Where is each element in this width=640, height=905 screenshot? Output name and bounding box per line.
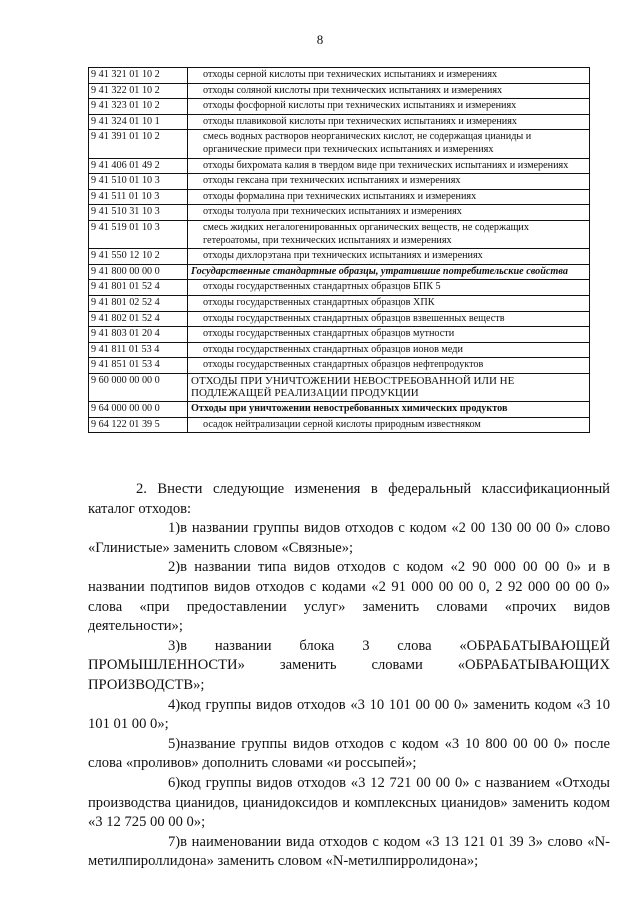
waste-code-cell: 9 41 322 01 10 2	[89, 83, 188, 99]
amendment-text: код группы видов отходов «3 10 101 00 00 0» заменить кодом «3 10 101 01 00 0»;	[88, 696, 610, 733]
amendment-item-1	[88, 519, 610, 558]
waste-code-cell: 9 41 803 01 20 4	[89, 327, 188, 343]
table-row	[89, 417, 590, 433]
table-row	[89, 220, 590, 248]
waste-code-cell: 9 41 511 01 10 3	[89, 189, 188, 205]
waste-name-cell: отходы бихромата калия в твердом виде при технических испытаниях и измерениях	[188, 158, 590, 174]
amendment-text: в наименовании вида отходов с кодом «3 13 121 01 39 3» слово «N-метилпироллидона» заменить словом «N-метилпирролидона»;	[88, 833, 610, 870]
amendment-item-3	[88, 637, 610, 696]
waste-name-cell: Отходы при уничтожении невостребованных химических продуктов	[188, 402, 590, 418]
waste-name-cell: отходы государственных стандартных образцов взвешенных веществ	[188, 311, 590, 327]
waste-name-cell: отходы дихлорэтана при технических испытаниях и измерениях	[188, 249, 590, 265]
waste-code-table	[88, 67, 590, 433]
waste-code-cell: 9 41 519 01 10 3	[89, 220, 188, 248]
waste-name-cell: отходы формалина при технических испытаниях и измерениях	[188, 189, 590, 205]
page-number: 8	[316, 32, 324, 47]
waste-code-cell: 9 41 800 00 00 0	[89, 264, 188, 280]
waste-code-cell: 9 41 801 01 52 4	[89, 280, 188, 296]
waste-code-cell: 9 60 000 00 00 0	[89, 373, 188, 401]
table-row	[89, 114, 590, 130]
amendment-item-5	[88, 735, 610, 774]
amendment-text: код группы видов отходов «3 12 721 00 00 0» с названием «Отходы производства цианидов, цианидоксидов и комплексных цианидов» заменить кодом «3 12 725 00 00 0»;	[88, 774, 610, 831]
waste-name-cell: ОТХОДЫ ПРИ УНИЧТОЖЕНИИ НЕВОСТРЕБОВАННОЙ ИЛИ НЕ ПОДЛЕЖАЩЕЙ РЕАЛИЗАЦИИ ПРОДУКЦИИ	[188, 373, 590, 401]
amendment-number: 4)	[168, 696, 181, 713]
waste-name-cell: отходы толуола при технических испытаниях и измерениях	[188, 205, 590, 221]
waste-name-cell: отходы фосфорной кислоты при технических испытаниях и измерениях	[188, 99, 590, 115]
table-row	[89, 373, 590, 401]
waste-name-cell: Государственные стандартные образцы, утратившие потребительские свойства	[188, 264, 590, 280]
table-row	[89, 264, 590, 280]
waste-code-cell: 9 41 321 01 10 2	[89, 68, 188, 84]
waste-code-cell: 9 41 802 01 52 4	[89, 311, 188, 327]
table-row	[89, 311, 590, 327]
amendment-text: в названии типа видов отходов с кодом «2 90 000 00 00 0» и в названии подтипов видов отходов с кодами «2 91 000 00 00 0, 2 92 000 00 00 0» слова «при предоставлении услуг» заменить словами «прочих видов деятельности»;	[88, 559, 610, 635]
amendment-number: 7)	[168, 833, 181, 850]
amendment-text: в названии группы видов отходов с кодом «2 00 130 00 00 0» слово «Глинистые» заменить словом «Связные»;	[88, 520, 610, 556]
table-row	[89, 99, 590, 115]
waste-code-cell: 9 41 391 01 10 2	[89, 130, 188, 158]
waste-name-cell: отходы гексана при технических испытаниях и измерениях	[188, 174, 590, 190]
amendment-number: 6)	[168, 774, 181, 791]
table-row	[89, 249, 590, 265]
waste-code-cell: 9 41 510 01 10 3	[89, 174, 188, 190]
table-row	[89, 280, 590, 296]
amendments-section	[88, 480, 610, 872]
waste-name-cell: отходы государственных стандартных образцов мутности	[188, 327, 590, 343]
amendment-item-4	[88, 696, 610, 735]
amendment-number: 1)	[168, 520, 181, 537]
amendment-number: 5)	[168, 735, 181, 752]
waste-name-cell: отходы серной кислоты при технических испытаниях и измерениях	[188, 68, 590, 84]
table-row	[89, 174, 590, 190]
table-row	[89, 295, 590, 311]
table-row	[89, 327, 590, 343]
amendment-number: 3)	[168, 637, 181, 654]
waste-code-cell: 9 41 811 01 53 4	[89, 342, 188, 358]
table-row	[89, 68, 590, 84]
waste-code-cell: 9 41 323 01 10 2	[89, 99, 188, 115]
table-row	[89, 83, 590, 99]
waste-code-cell: 9 41 510 31 10 3	[89, 205, 188, 221]
waste-name-cell: отходы соляной кислоты при технических испытаниях и измерениях	[188, 83, 590, 99]
waste-name-cell: смесь жидких негалогенированных органических веществ, не содержащих гетероатомы, при технических испытаниях и измерениях	[188, 220, 590, 248]
waste-code-cell: 9 41 324 01 10 1	[89, 114, 188, 130]
waste-code-cell: 9 41 550 12 10 2	[89, 249, 188, 265]
waste-name-cell: отходы государственных стандартных образцов нефтепродуктов	[188, 358, 590, 374]
table-row	[89, 402, 590, 418]
amendment-number: 2)	[168, 559, 181, 576]
amendment-text: название группы видов отходов с кодом «3 10 800 00 00 0» после слова «проливов» дополнить словами «и россыпей»;	[88, 735, 610, 772]
waste-name-cell: смесь водных растворов неорганических кислот, не содержащая цианиды и органические примеси при технических испытаниях и измерениях	[188, 130, 590, 158]
amendment-text: в названии блока 3 слова «ОБРАБАТЫВАЮЩЕЙ ПРОМЫШЛЕННОСТИ» заменить словами «ОБРАБАТЫВАЮЩИХ ПРОИЗВОДСТВ»;	[88, 637, 610, 693]
table-row	[89, 358, 590, 374]
table-row	[89, 189, 590, 205]
amendment-item-2	[88, 558, 610, 636]
waste-name-cell: отходы плавиковой кислоты при технических испытаниях и измерениях	[188, 114, 590, 130]
waste-code-cell: 9 41 406 01 49 2	[89, 158, 188, 174]
waste-name-cell: отходы государственных стандартных образцов ХПК	[188, 295, 590, 311]
waste-name-cell: отходы государственных стандартных образцов ионов меди	[188, 342, 590, 358]
table-row	[89, 158, 590, 174]
amendment-item-7	[88, 833, 610, 872]
table-row	[89, 130, 590, 158]
table-row	[89, 342, 590, 358]
waste-name-cell: осадок нейтрализации серной кислоты природным известняком	[188, 417, 590, 433]
table-body	[89, 68, 590, 433]
waste-code-cell: 9 64 122 01 39 5	[89, 417, 188, 433]
waste-code-cell: 9 41 851 01 53 4	[89, 358, 188, 374]
waste-code-cell: 9 41 801 02 52 4	[89, 295, 188, 311]
amendments-intro: 2. Внести следующие изменения в федеральный классификационный каталог отходов:	[88, 481, 610, 517]
waste-name-cell: отходы государственных стандартных образцов БПК 5	[188, 280, 590, 296]
amendment-item-6	[88, 774, 610, 833]
table-row	[89, 205, 590, 221]
waste-code-cell: 9 64 000 00 00 0	[89, 402, 188, 418]
